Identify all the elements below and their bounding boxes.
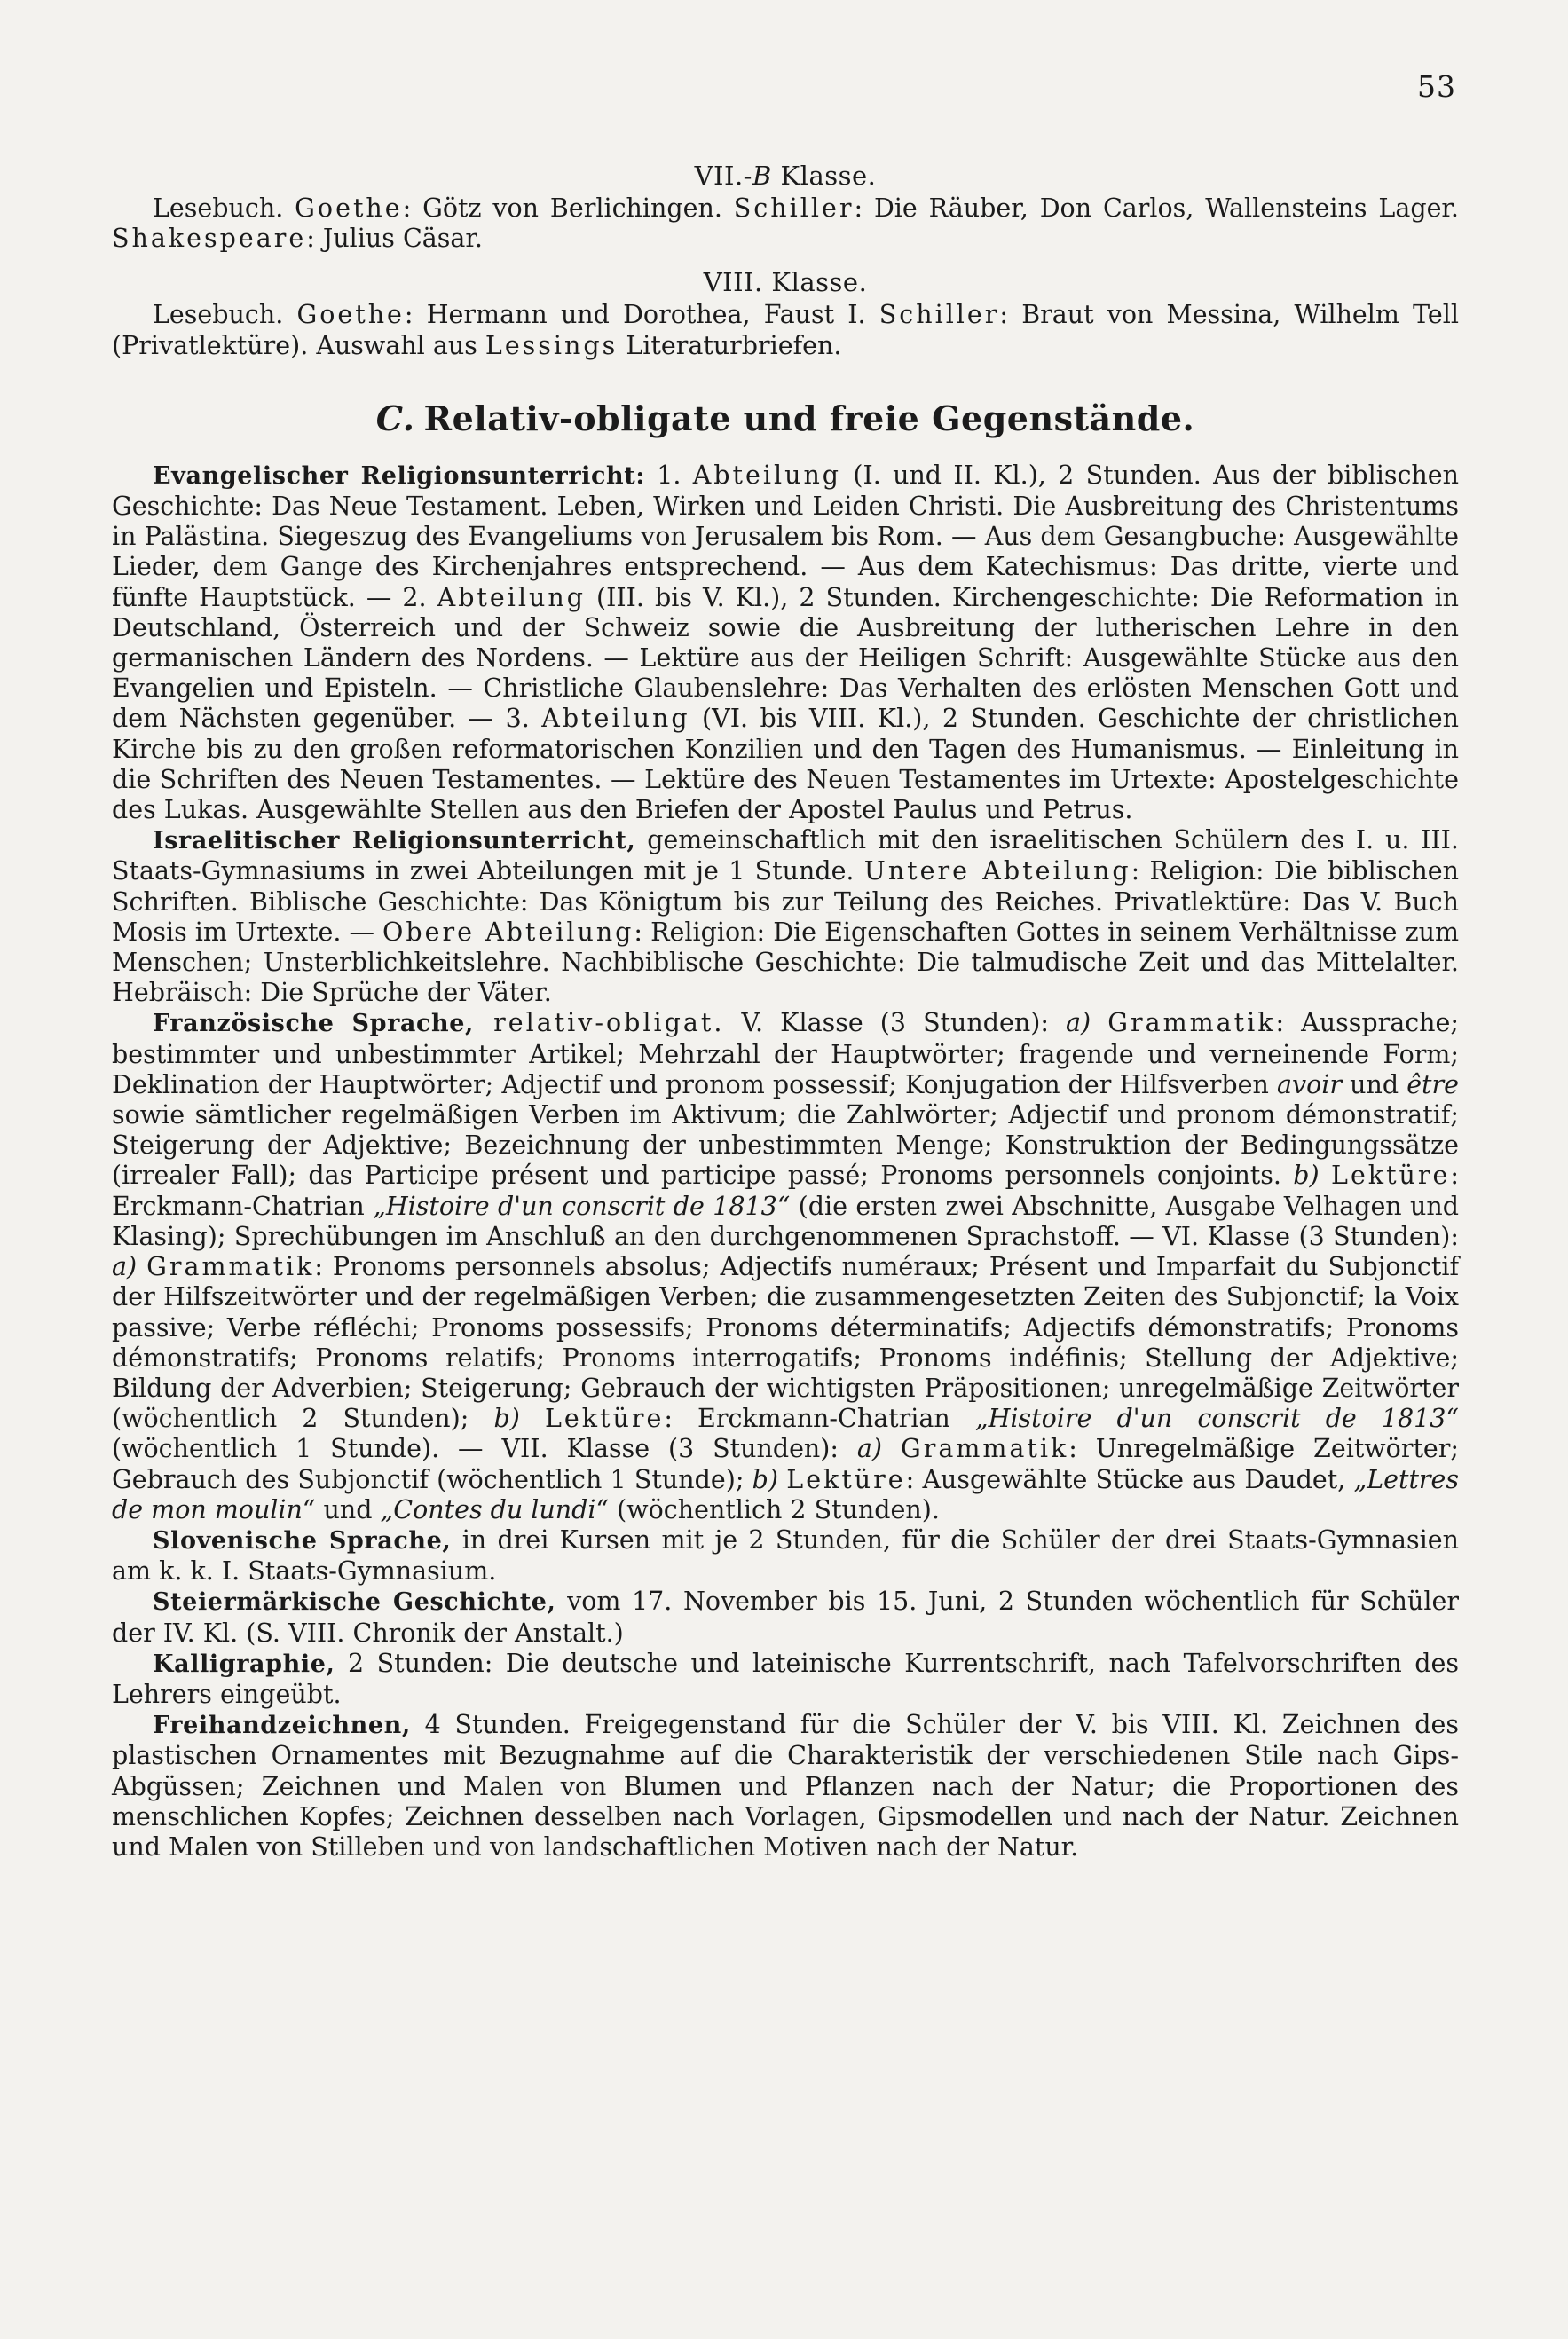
italic-run: a): [1066, 1008, 1091, 1038]
text-run: [520, 1404, 545, 1433]
text-run: 4 Stunden. Freigegenstand für die Schüler der V. bis VIII. Kl. Zeichnen des plastischen Ornamentes mit Bezugnahme auf die Charakteristik der verschiedenen Stile nach Gips-Abgüssen; Zeichnen und Malen von Blumen und Pflanzen nach der Natur; die Proportionen des menschlichen Kopfes; Zeichnen desselben nach Vorlagen, Gipsmodellen und nach der Natur. Zeichnen und Malen von Stilleben und von landschaftlichen Motiven nach der Natur.: [112, 1710, 1459, 1862]
text-run: Lesebuch.: [153, 300, 297, 330]
text-run: : Hermann und Dorothea, Faust I.: [404, 300, 879, 330]
spaced-term: Lektüre: [1331, 1161, 1451, 1191]
spaced-term: Lektüre: [544, 1404, 665, 1434]
italic-run: „Histoire d'un conscrit de 1813“: [373, 1191, 791, 1221]
paragraph-israelitisch: [112, 825, 1459, 1008]
paragraph-evangelisch: [112, 461, 1459, 825]
subject-title: Evangelischer Religionsunterricht:: [153, 461, 645, 490]
text-run: [137, 1252, 146, 1281]
paragraph-franzoesisch: [112, 1008, 1459, 1524]
paragraph-kalligraphie: [112, 1649, 1459, 1710]
text-run: 1.: [644, 460, 693, 490]
paragraph-slovenisch: [112, 1525, 1459, 1587]
text-run: : Aussprache; bestimmter und unbestimmter Artikel; Mehrzahl der Hauptwörter; fragende und verneinende Form; Deklination der Hauptwörter; Adjectif und pronom possessif; Konjugation der Hilfsverben: [112, 1008, 1459, 1099]
text-run: vom 17. November bis 15. Juni, 2 Stunden wöchentlich für Schüler der IV. Kl. (S. VIII. Chronik der Anstalt.): [112, 1587, 1459, 1648]
spaced-term: Grammatik: [146, 1252, 315, 1282]
text-run: : Die Räuber, Don Carlos, Wallensteins Lager.: [854, 193, 1459, 223]
spaced-term: Abteilung: [541, 704, 690, 734]
text-run: : Götz von Berlichingen.: [402, 193, 734, 223]
text-body: [112, 158, 1459, 1863]
text-run: Literaturbriefen.: [618, 330, 842, 360]
italic-run: b): [752, 1464, 779, 1494]
subject-title: Israelitischer Religionsunterricht,: [153, 827, 636, 855]
reading-list-viii: [112, 300, 1459, 360]
text-run: (I. und II. Kl.), 2 Stunden. Aus der biblischen Geschichte: Das Neue Testament. Leben, Wirken und Leiden Christi. Die Ausbreitung des Christentums in Palästina. Siegeszug des Evangeliums von Jerusalem bis Rom. — Aus dem Gesangbuche: Ausgewählte Lieder, dem Gange des Kirchenjahres entsprechend. — Aus dem Katechismus: Das dritte, vierte und fünfte Hauptstück. — 2.: [112, 460, 1460, 612]
heading-prefix: VII.-: [694, 161, 752, 191]
text-run: : Unregelmäßige Zeitwörter; Gebrauch des Subjonctif (wöchentlich 1 Stunde);: [112, 1434, 1459, 1494]
text-run: sowie sämtlicher regelmäßigen Verben im Aktivum; die Zahlwörter; Adjectif und pronom démonstratif; Steigerung der Adjektive; Bezeichnung der unbestimmten Menge; Konstruktion der Bedingungssätze (irrealer Fall); das Participe présent und participe passé; Pronoms personnels conjoints.: [112, 1100, 1459, 1191]
text-run: 2 Stunden: Die deutsche und lateinische Kurrentschrift, nach Tafelvorschriften des Lehrers eingeübt.: [112, 1648, 1459, 1709]
text-run: [882, 1434, 901, 1463]
section-heading: [112, 397, 1459, 441]
subject-title: Slovenische Sprache,: [153, 1526, 452, 1555]
text-run: : Julius Cäsar.: [306, 224, 483, 254]
heading-class-viii: VIII. Klasse.: [703, 267, 868, 298]
italic-run: avoir: [1276, 1069, 1342, 1099]
author-goethe: Goethe: [295, 193, 403, 223]
spaced-term: Grammatik: [1107, 1008, 1276, 1038]
text-run: [1320, 1161, 1331, 1190]
italic-run: „Histoire d'un conscrit de 1813“: [974, 1404, 1459, 1434]
text-run: und: [1341, 1069, 1407, 1099]
text-run: in drei Kursen mit je 2 Stunden, für die Schüler der drei Staats-Gymnasien am k. k. I. Staats-Gymnasium.: [112, 1524, 1459, 1587]
text-run: : Braut von Messina, Wilhelm Tell (Privatlektüre). Auswahl aus: [112, 300, 1459, 360]
spaced-term: Obere Abteilung: [382, 917, 634, 947]
section-letter: C.: [375, 398, 415, 438]
subject-title: Kalligraphie,: [153, 1650, 335, 1678]
text-run: : Pronoms personnels absolus; Adjectifs numéraux; Présent und Imparfait du Subjonctif der Hilfszeitwörter und der regelmäßigen Verben; die zusammengesetzten Zeiten des Subjonctif; la Voix passive; Verbe réfléchi; Pronoms possessifs; Pronoms déterminatifs; Adjectifs démonstratifs; Pronoms démonstratifs; Pronoms relatifs; Pronoms interrogatifs; Pronoms indéfinis; Stellung der Adjektive; Bildung der Adverbien; Steigerung; Gebrauch der wichtigsten Präpositionen; unregelmäßige Zeitwörter (wöchentlich 2 Stunden);: [112, 1252, 1460, 1434]
subject-title: Freihandzeichnen,: [153, 1712, 411, 1740]
spacer: [112, 254, 1459, 264]
italic-run: „Contes du lundi“: [380, 1494, 610, 1524]
paragraph-freihandzeichnen: [112, 1710, 1459, 1863]
spaced-term: Lektüre: [786, 1464, 906, 1494]
author-schiller: Schiller: [879, 300, 1000, 330]
text-run: gemeinschaftlich mit den israelitischen Schülern des I. u. III. Staats-Gymnasiums in zwei Abteilungen mit je 1 Stunde.: [112, 825, 1459, 886]
spaced-term: relativ-obligat.: [474, 1008, 725, 1038]
spaced-term: Untere Abteilung: [863, 856, 1131, 886]
subject-title: Steiermärkische Geschichte,: [153, 1588, 556, 1617]
text-run: [1091, 1008, 1107, 1037]
author-goethe: Goethe: [296, 300, 405, 330]
text-run: : Erckmann-Chatrian: [664, 1404, 975, 1434]
italic-run: a): [856, 1434, 883, 1464]
italic-run: b): [493, 1404, 520, 1434]
reading-list-vii-b: [112, 193, 1459, 254]
text-run: [778, 1465, 786, 1494]
italic-run: b): [1293, 1161, 1320, 1191]
spaced-term: Grammatik: [900, 1434, 1069, 1464]
text-run: : Erckmann-Chatrian: [112, 1161, 1459, 1221]
spaced-term: Abteilung: [437, 582, 586, 612]
italic-run: a): [112, 1252, 138, 1282]
author-shakespeare: Shakespeare: [112, 224, 307, 254]
heading-letter: B: [752, 161, 772, 191]
heading-class-vii-b: [112, 158, 1459, 193]
text-run: : Ausgewählte Stücke aus Daudet,: [905, 1464, 1354, 1494]
text-run: (wöchentlich 2 Stunden).: [609, 1494, 940, 1524]
text-run: Lesebuch.: [153, 193, 295, 223]
text-run: : Religion: Die Eigenschaften Gottes in seinem Verhältnisse zum Menschen; Unsterblichkeitslehre. Nachbiblische Geschichte: Die talmudische Zeit und das Mittelalter. Hebräisch: Die Sprüche der Väter.: [112, 917, 1459, 1008]
subject-title: Französische Sprache,: [153, 1010, 475, 1038]
author-schiller: Schiller: [733, 193, 855, 223]
text-run: : Religion: Die biblischen Schriften. Biblische Geschichte: Das Königtum bis zur Teilung des Reiches. Privatlektüre: Das V. Buch Mosis im Urtexte. —: [112, 856, 1460, 947]
heading-suffix: Klasse.: [771, 161, 877, 191]
author-lessing: Lessings: [485, 330, 619, 360]
section-title: Relativ-obligate und freie Gegenstände.: [423, 398, 1195, 438]
spaced-term: Abteilung: [692, 460, 842, 490]
text-run: (VI. bis VIII. Kl.), 2 Stunden. Geschichte der christlichen Kirche bis zu den großen reformatorischen Konzilien und den Tagen des Humanismus. — Einleitung in die Schriften des Neuen Testamentes. — Lektüre des Neuen Testamentes im Urtexte: Apostelgeschichte des Lukas. Ausgewählte Stellen aus den Briefen der Apostel Paulus und Petrus.: [112, 704, 1460, 825]
italic-run: „Lettres de mon moulin“: [112, 1464, 1460, 1524]
text-run: (wöchentlich 1 Stunde). — VII. Klasse (3 Stunden):: [112, 1434, 857, 1464]
text-run: V. Klasse (3 Stunden):: [724, 1008, 1067, 1038]
text-run: (III. bis V. Kl.), 2 Stunden. Kirchengeschichte: Die Reformation in Deutschland, Österreich und der Schweiz sowie die Ausbreitung der lutherischen Lehre in den germanischen Ländern des Nordens. — Lektüre aus der Heiligen Schrift: Ausgewählte Stücke aus den Evangelien und Episteln. — Christliche Glaubenslehre: Das Verhalten des erlösten Menschen Gott und dem Nächsten gegenüber. — 3.: [112, 582, 1459, 734]
text-run: (die ersten zwei Abschnitte, Ausgabe Velhagen und Klasing); Sprechübungen im Anschluß an den durchgenommenen Sprachstoff. — VI. Klasse (3 Stunden):: [112, 1191, 1459, 1251]
paragraph-steiermark: [112, 1587, 1459, 1648]
text-run: und: [315, 1494, 381, 1524]
page-number: 53: [1417, 69, 1456, 104]
italic-run: être: [1406, 1069, 1459, 1099]
